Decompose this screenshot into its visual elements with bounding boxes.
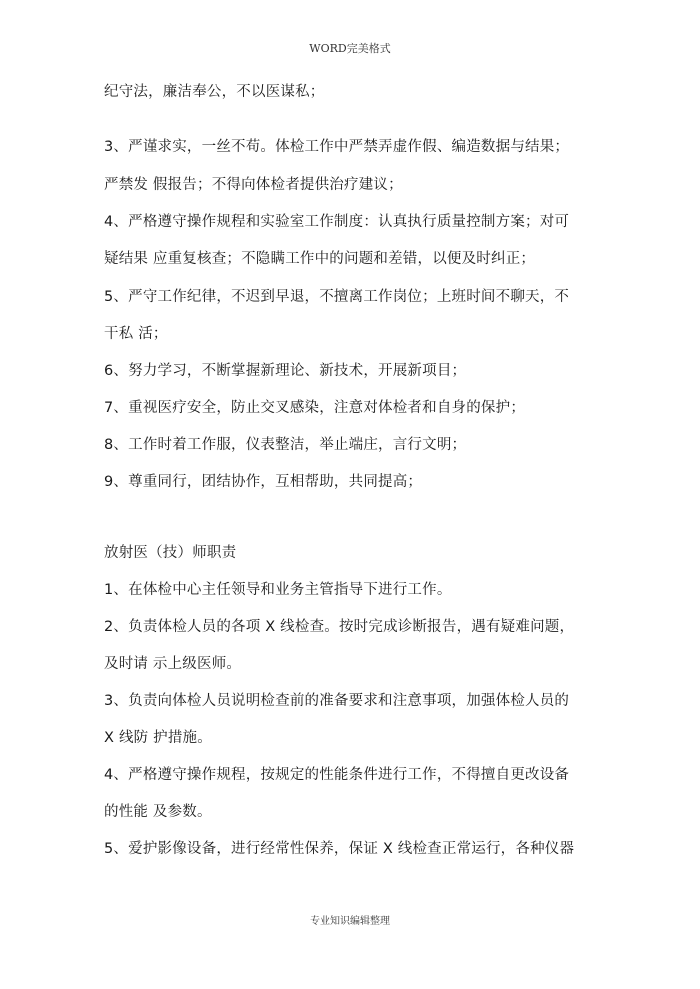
text-line: X 线防 护措施。 [104,730,212,746]
text-line: 6、努力学习，不断掌握新理论、新技术，开展新项目； [104,363,467,379]
text-line: 3、严谨求实，一丝不苟。体检工作中严禁弄虚作假、编造数据与结果； [104,139,570,155]
text-line: 严禁发 假报告；不得向体检者提供治疗建议； [104,177,403,193]
text-line: 纪守法，廉洁奉公，不以医谋私； [104,84,325,100]
text-line: 的性能 及参数。 [104,804,212,820]
text-line: 2、负责体检人员的各项 X 线检查。按时完成诊断报告，遇有疑难问题， [104,619,575,635]
text-line: 4、严格遵守操作规程，按规定的性能条件进行工作，不得擅自更改设备 [104,767,570,783]
section-heading: 放射医（技）师职责 [104,545,237,561]
text-line: 5、爱护影像设备，进行经常性保养，保证 X 线检查正常运行，各种仪器 [104,841,575,857]
text-line: 5、严守工作纪律，不迟到早退，不擅离工作岗位；上班时间不聊天，不 [104,289,570,305]
text-line: 3、负责向体检人员说明检查前的准备要求和注意事项，加强体检人员的 [104,693,570,709]
page-footer: 专业知识编辑整理 [310,916,390,927]
text-line: 疑结果 应重复核查；不隐瞒工作中的问题和差错，以便及时纠正； [104,251,536,267]
page-header: WORD完美格式 [309,42,391,55]
text-line: 8、工作时着工作服，仪表整洁，举止端庄，言行文明； [104,437,467,453]
text-line: 7、重视医疗安全，防止交叉感染，注意对体检者和自身的保护； [104,400,526,416]
text-line: 及时请 示上级医师。 [104,656,242,672]
text-line: 干私 活； [104,326,168,342]
text-line: 4、严格遵守操作规程和实验室工作制度：认真执行质量控制方案；对可 [104,214,570,230]
text-line: 9、尊重同行，团结协作，互相帮助，共同提高； [104,474,423,490]
text-line: 1、在体检中心主任领导和业务主管指导下进行工作。 [104,582,452,598]
